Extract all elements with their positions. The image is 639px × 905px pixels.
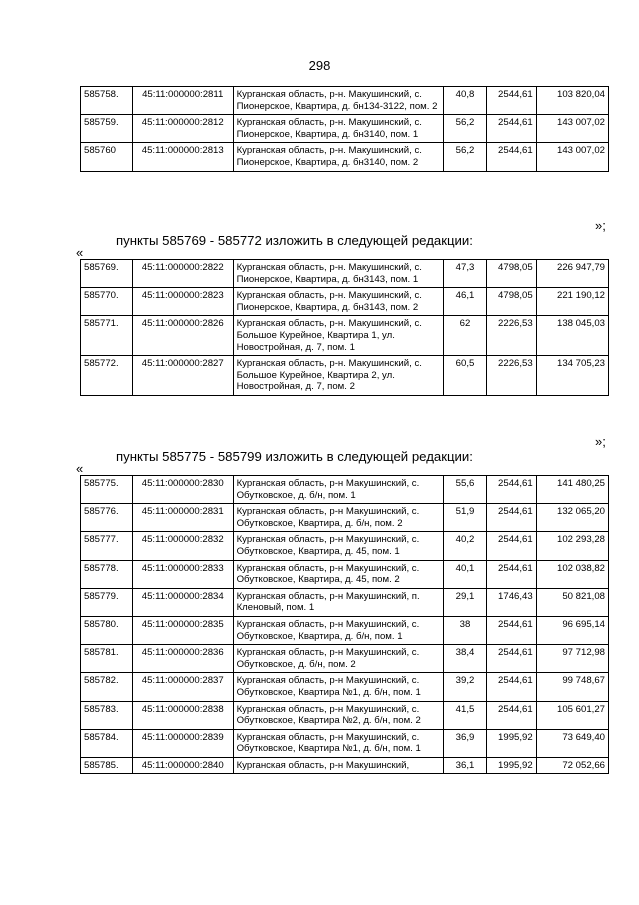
table-row: [81, 476, 609, 504]
item-number-cell: 585784.: [81, 729, 133, 757]
total-value-cell: 138 045,03: [536, 316, 608, 356]
address-cell: Курганская область, р-н. Макушинский, с. Большое Курейное, Квартира 1, ул. Новостройная, д. 7, пом. 1: [233, 316, 444, 356]
table-row: [81, 356, 609, 396]
total-value-cell: 99 748,67: [536, 673, 608, 701]
cadastral-number-cell: 45:11:000000:2837: [132, 673, 233, 701]
table-row: [81, 260, 609, 288]
item-number-cell: 585782.: [81, 673, 133, 701]
table-row: [81, 588, 609, 616]
cadastral-number-cell: 45:11:000000:2811: [132, 87, 233, 115]
table-row: [81, 87, 609, 115]
area-cell: 56,2: [444, 115, 487, 143]
address-cell: Курганская область, р-н Макушинский, с. Обутковское, Квартира, д. 45, пом. 2: [233, 560, 444, 588]
address-cell: Курганская область, р-н Макушинский, с. Обутковское, Квартира, д. б/н, пом. 2: [233, 504, 444, 532]
address-cell: Курганская область, р-н Макушинский, с. Обутковское, Квартира №1, д. б/н, пом. 1: [233, 673, 444, 701]
address-cell: Курганская область, р-н. Макушинский, с. Пионерское, Квартира, д. бн3143, пом. 1: [233, 260, 444, 288]
total-value-cell: 105 601,27: [536, 701, 608, 729]
address-cell: Курганская область, р-н Макушинский, с. Обутковское, Квартира, д. 45, пом. 1: [233, 532, 444, 560]
table-row: [81, 532, 609, 560]
cadastral-number-cell: 45:11:000000:2812: [132, 115, 233, 143]
total-value-cell: 103 820,04: [536, 87, 608, 115]
instruction-2: пункты 585775 - 585799 изложить в следующей редакции:: [116, 449, 473, 464]
area-cell: 62: [444, 316, 487, 356]
area-cell: 36,9: [444, 729, 487, 757]
cadastral-number-cell: 45:11:000000:2823: [132, 288, 233, 316]
address-cell: Курганская область, р-н. Макушинский, с. Пионерское, Квартира, д. бн134-3122, пом. 2: [233, 87, 444, 115]
area-cell: 47,3: [444, 260, 487, 288]
open-quote-2: «: [76, 461, 84, 476]
area-cell: 41,5: [444, 701, 487, 729]
item-number-cell: 585777.: [81, 532, 133, 560]
total-value-cell: 134 705,23: [536, 356, 608, 396]
area-cell: 56,2: [444, 143, 487, 171]
instruction-1: пункты 585769 - 585772 изложить в следующей редакции:: [116, 233, 473, 248]
address-cell: Курганская область, р-н Макушинский, п. Кленовый, пом. 1: [233, 588, 444, 616]
table-row: [81, 673, 609, 701]
close-quote-2: »;: [595, 434, 606, 449]
unit-price-cell: 2226,53: [486, 316, 536, 356]
unit-price-cell: 4798,05: [486, 288, 536, 316]
cadastral-number-cell: 45:11:000000:2813: [132, 143, 233, 171]
cadastral-number-cell: 45:11:000000:2831: [132, 504, 233, 532]
cadastral-number-cell: 45:11:000000:2832: [132, 532, 233, 560]
property-table-1: [80, 86, 609, 172]
total-value-cell: 102 293,28: [536, 532, 608, 560]
area-cell: 46,1: [444, 288, 487, 316]
address-cell: Курганская область, р-н Макушинский, с. Обутковское, д. б/н, пом. 1: [233, 476, 444, 504]
address-cell: Курганская область, р-н Макушинский, с. Обутковское, Квартира №1, д. б/н, пом. 1: [233, 729, 444, 757]
unit-price-cell: 1995,92: [486, 757, 536, 774]
table-row: [81, 316, 609, 356]
area-cell: 40,2: [444, 532, 487, 560]
area-cell: 29,1: [444, 588, 487, 616]
table-row: [81, 616, 609, 644]
cadastral-number-cell: 45:11:000000:2826: [132, 316, 233, 356]
area-cell: 40,8: [444, 87, 487, 115]
item-number-cell: 585758.: [81, 87, 133, 115]
area-cell: 38: [444, 616, 487, 644]
cadastral-number-cell: 45:11:000000:2827: [132, 356, 233, 396]
unit-price-cell: 2544,61: [486, 143, 536, 171]
unit-price-cell: 2544,61: [486, 476, 536, 504]
unit-price-cell: 2544,61: [486, 115, 536, 143]
item-number-cell: 585771.: [81, 316, 133, 356]
cadastral-number-cell: 45:11:000000:2836: [132, 645, 233, 673]
item-number-cell: 585759.: [81, 115, 133, 143]
unit-price-cell: 4798,05: [486, 260, 536, 288]
table-row: [81, 645, 609, 673]
total-value-cell: 221 190,12: [536, 288, 608, 316]
item-number-cell: 585781.: [81, 645, 133, 673]
unit-price-cell: 2544,61: [486, 701, 536, 729]
cadastral-number-cell: 45:11:000000:2834: [132, 588, 233, 616]
open-quote-1: «: [76, 245, 84, 260]
cadastral-number-cell: 45:11:000000:2822: [132, 260, 233, 288]
item-number-cell: 585770.: [81, 288, 133, 316]
area-cell: 39,2: [444, 673, 487, 701]
address-cell: Курганская область, р-н Макушинский,: [233, 757, 444, 774]
total-value-cell: 72 052,66: [536, 757, 608, 774]
total-value-cell: 102 038,82: [536, 560, 608, 588]
item-number-cell: 585775.: [81, 476, 133, 504]
total-value-cell: 143 007,02: [536, 143, 608, 171]
cadastral-number-cell: 45:11:000000:2835: [132, 616, 233, 644]
cadastral-number-cell: 45:11:000000:2838: [132, 701, 233, 729]
unit-price-cell: 2226,53: [486, 356, 536, 396]
total-value-cell: 96 695,14: [536, 616, 608, 644]
address-cell: Курганская область, р-н Макушинский, с. Обутковское, Квартира №2, д. б/н, пом. 2: [233, 701, 444, 729]
total-value-cell: 50 821,08: [536, 588, 608, 616]
item-number-cell: 585779.: [81, 588, 133, 616]
item-number-cell: 585785.: [81, 757, 133, 774]
cadastral-number-cell: 45:11:000000:2839: [132, 729, 233, 757]
area-cell: 38,4: [444, 645, 487, 673]
property-table-2: [80, 259, 609, 396]
item-number-cell: 585769.: [81, 260, 133, 288]
unit-price-cell: 2544,61: [486, 87, 536, 115]
total-value-cell: 226 947,79: [536, 260, 608, 288]
unit-price-cell: 2544,61: [486, 560, 536, 588]
unit-price-cell: 1746,43: [486, 588, 536, 616]
area-cell: 60,5: [444, 356, 487, 396]
unit-price-cell: 2544,61: [486, 616, 536, 644]
item-number-cell: 585783.: [81, 701, 133, 729]
area-cell: 40,1: [444, 560, 487, 588]
property-table-3: [80, 475, 609, 774]
cadastral-number-cell: 45:11:000000:2833: [132, 560, 233, 588]
item-number-cell: 585776.: [81, 504, 133, 532]
unit-price-cell: 1995,92: [486, 729, 536, 757]
address-cell: Курганская область, р-н Макушинский, с. Обутковское, д. б/н, пом. 2: [233, 645, 444, 673]
address-cell: Курганская область, р-н Макушинский, с. Обутковское, Квартира, д. б/н, пом. 1: [233, 616, 444, 644]
table-row: [81, 504, 609, 532]
address-cell: Курганская область, р-н. Макушинский, с. Большое Курейное, Квартира 2, ул. Новостройная, д. 7, пом. 2: [233, 356, 444, 396]
total-value-cell: 132 065,20: [536, 504, 608, 532]
page-number: 298: [308, 58, 331, 73]
area-cell: 51,9: [444, 504, 487, 532]
table-row: [81, 560, 609, 588]
table-row: [81, 115, 609, 143]
total-value-cell: 141 480,25: [536, 476, 608, 504]
unit-price-cell: 2544,61: [486, 673, 536, 701]
table-row: [81, 143, 609, 171]
unit-price-cell: 2544,61: [486, 504, 536, 532]
address-cell: Курганская область, р-н. Макушинский, с. Пионерское, Квартира, д. бн3140, пом. 2: [233, 143, 444, 171]
total-value-cell: 73 649,40: [536, 729, 608, 757]
table-row: [81, 288, 609, 316]
close-quote-1: »;: [595, 218, 606, 233]
item-number-cell: 585760: [81, 143, 133, 171]
unit-price-cell: 2544,61: [486, 645, 536, 673]
address-cell: Курганская область, р-н. Макушинский, с. Пионерское, Квартира, д. бн3143, пом. 2: [233, 288, 444, 316]
item-number-cell: 585780.: [81, 616, 133, 644]
cadastral-number-cell: 45:11:000000:2830: [132, 476, 233, 504]
unit-price-cell: 2544,61: [486, 532, 536, 560]
total-value-cell: 143 007,02: [536, 115, 608, 143]
table-row: [81, 729, 609, 757]
address-cell: Курганская область, р-н. Макушинский, с. Пионерское, Квартира, д. бн3140, пом. 1: [233, 115, 444, 143]
table-row: [81, 757, 609, 774]
item-number-cell: 585772.: [81, 356, 133, 396]
cadastral-number-cell: 45:11:000000:2840: [132, 757, 233, 774]
item-number-cell: 585778.: [81, 560, 133, 588]
table-row: [81, 701, 609, 729]
area-cell: 36,1: [444, 757, 487, 774]
total-value-cell: 97 712,98: [536, 645, 608, 673]
area-cell: 55,6: [444, 476, 487, 504]
